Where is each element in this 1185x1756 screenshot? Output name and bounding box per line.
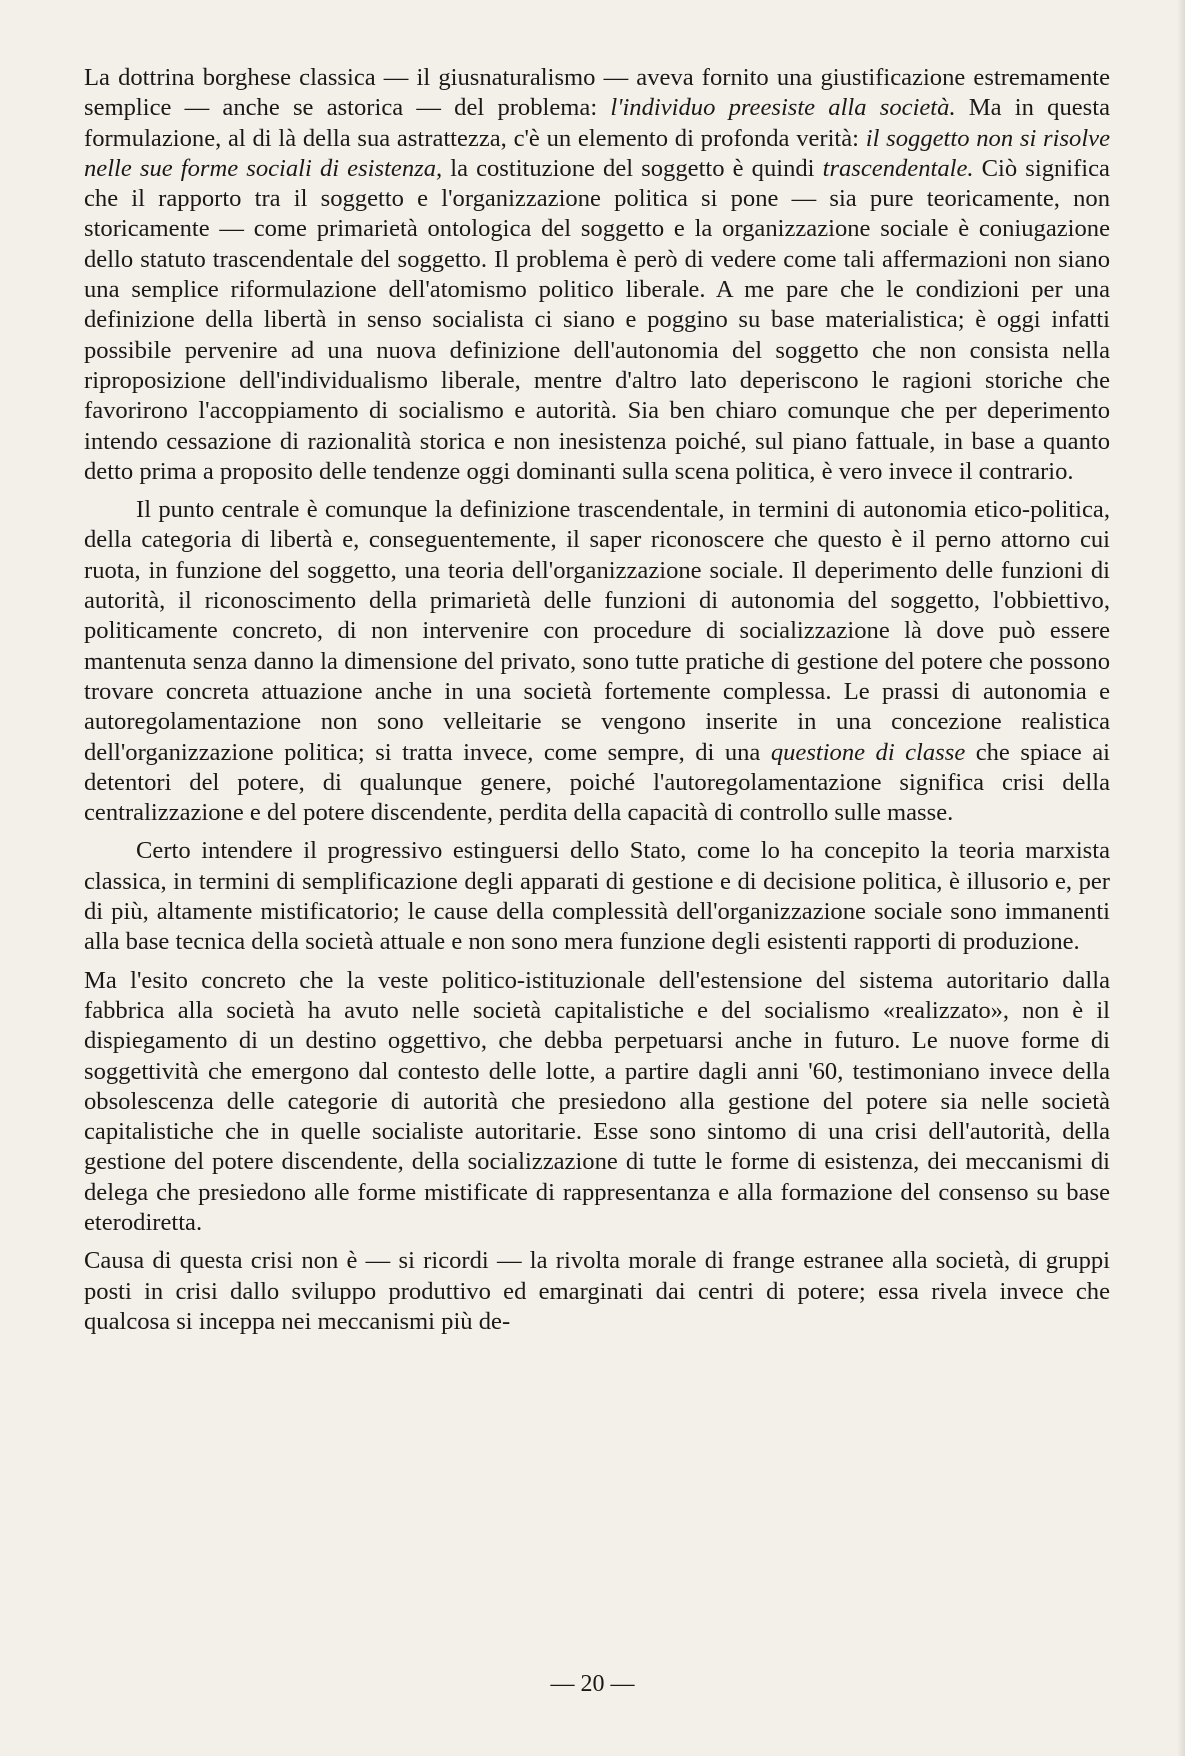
text-segment: Ma l'esito concreto che la veste politico-istituzionale dell'estensione del sistema autoritario dalla fabbrica alla società ha avuto nelle società capitalistiche e del socialismo «realizzato», non è il dispiegamento di un destino oggettivo, che debba perpetuarsi anche in futuro. Le nuove forme di soggettività che emergono dal contesto delle lotte, a partire dagli anni '60, testimoniano invece della obsolescenza delle categorie di autorità che presiedono alla gestione del potere sia nelle società capitalistiche che in quelle socialiste autoritarie. Esse sono sintomo di una crisi dell'autorità, della gestione del potere discendente, della socializzazione di tutte le forme di esistenza, dei meccanismi di delega che presiedono alle forme mistificate di rappresentanza e alla formazione del consenso su base eterodiretta. bbox=[84, 966, 1110, 1236]
text-segment: la costituzione del soggetto è quindi bbox=[442, 154, 823, 182]
text-segment: Ma in questa formulazione, al di là della sua astrattezza, c'è un elemento di profonda verità: bbox=[84, 94, 1110, 152]
text-segment: La dottrina borghese classica — il giusnaturalismo — aveva fornito una giustificazione estremamente semplice — anche se astorica — del problema: bbox=[84, 64, 1110, 122]
page-number: — 20 — bbox=[550, 1671, 635, 1697]
italic-segment: questione di classe bbox=[770, 738, 966, 766]
text-segment: Causa di questa crisi non è — si ricordi — la rivolta morale di frange estranee alla società, di gruppi posti in crisi dallo sviluppo produttivo ed emarginati dai centri di potere; essa rivela invece che qualcosa si inceppa nei meccanismi più de- bbox=[84, 1247, 1110, 1335]
text-segment: che spiace ai detentori del potere, di qualunque genere, poiché l'autoregolamentazione significa crisi della centralizzazione e del potere discendente, perdita della capacità di controllo sulle masse. bbox=[84, 738, 1110, 827]
italic-segment: l'individuo preesiste alla società. bbox=[610, 94, 956, 122]
paragraph-3 bbox=[84, 836, 1110, 957]
page-edge bbox=[1177, 0, 1185, 1756]
paragraph-5 bbox=[84, 1246, 1110, 1337]
text-segment: Ciò significa che il rapporto tra il soggetto e l'organizzazione politica si pone — sia pure teoricamente, non storicamente — come primarietà ontologica del soggetto e la organizzazione sociale è coniugazione dello statuto trascendentale del soggetto. Il problema è però di vedere come tali affermazioni non siano una semplice riformulazione dell'atomismo politico liberale. A me pare che le condizioni per una definizione della libertà in senso socialista ci siano e poggino su base materialistica; è oggi infatti possibile pervenire ad una nuova definizione dell'autonomia del soggetto che non consista nella riproposizione dell'individualismo liberale, mentre d'altro lato deperiscono le ragioni storiche che favorirono l'accoppiamento di socialismo e autorità. Sia ben chiaro comunque che per deperimento intendo cessazione di razionalità storica e non inesistenza poiché, sul piano fattuale, in base a quanto detto prima a proposito delle tendenze oggi dominanti sulla scena politica, è vero invece il contrario. bbox=[84, 154, 1110, 485]
text-segment: Il punto centrale è comunque la definizione trascendentale, in termini di autonomia etico-politica, della categoria di libertà e, conseguentemente, il saper riconoscere che questo è il perno attorno cui ruota, in funzione del soggetto, una teoria dell'organizzazione sociale. Il deperimento delle funzioni di autorità, il riconoscimento della primarietà delle funzioni di autonomia del soggetto, l'obbiettivo, politicamente concreto, di non intervenire con procedure di socializzazione là dove può essere mantenuta senza danno la dimensione del privato, sono tutte pratiche di gestione del potere che possono trovare concreta attuazione anche in una società fortemente complessa. Le prassi di autonomia e autoregolamentazione non sono velleitarie se vengono inserite in una concezione realistica dell'organizzazione politica; si tratta invece, come sempre, di una bbox=[84, 496, 1110, 766]
text-segment: Certo intendere il progressivo estinguersi dello Stato, come lo ha concepito la teoria marxista classica, in termini di semplificazione degli apparati di gestione e di decisione politica, è illusorio e, per di più, altamente mistificatorio; le cause della complessità dell'organizzazione sociale sono immanenti alla base tecnica della società attuale e non sono mera funzione degli esistenti rapporti di produzione. bbox=[84, 837, 1110, 956]
paragraph-1 bbox=[84, 63, 1110, 487]
italic-segment: trascendentale. bbox=[822, 154, 974, 182]
body-text bbox=[84, 63, 1110, 1337]
paragraph-4 bbox=[84, 966, 1110, 1239]
italic-segment: il soggetto non si risolve nelle sue forme sociali di esistenza, bbox=[84, 124, 1110, 182]
paragraph-2 bbox=[84, 495, 1110, 828]
